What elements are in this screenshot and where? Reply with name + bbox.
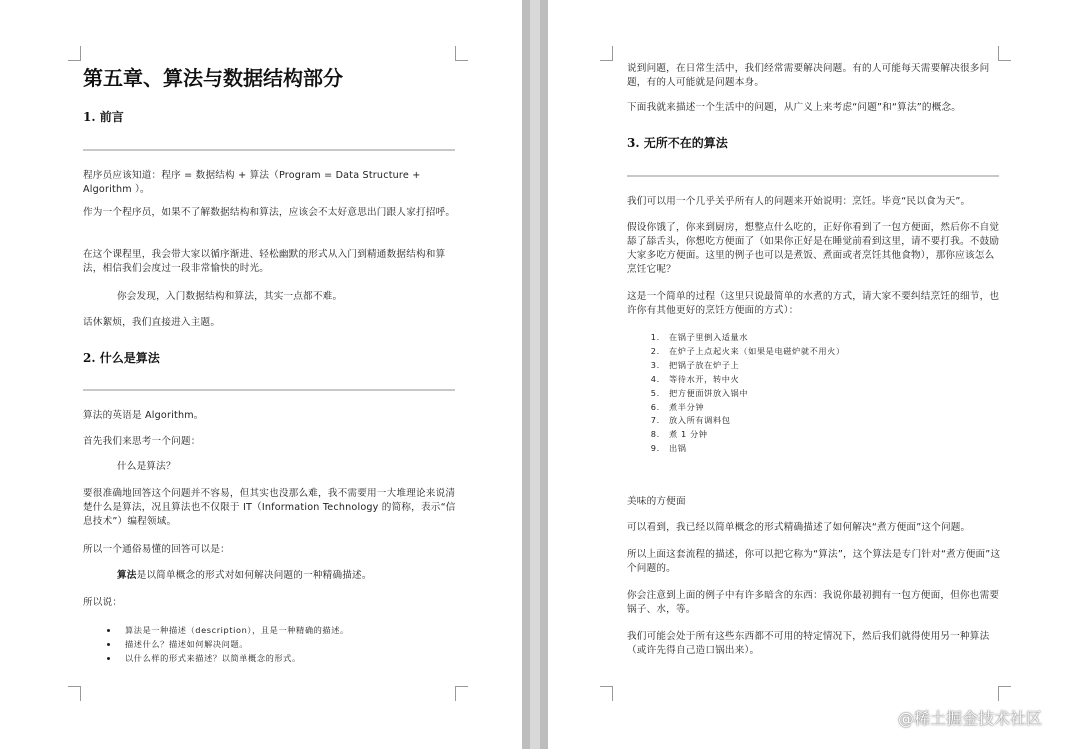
- paragraph: 什么是算法？: [117, 461, 176, 472]
- divider: [83, 149, 455, 151]
- paragraph: 所以说：: [83, 597, 123, 608]
- paragraph: 美味的方便面: [627, 496, 686, 507]
- paragraph: 作为一个程序员，如果不了解数据结构和算法，应该会不太好意思出门跟人家打招呼。: [83, 207, 456, 218]
- paragraph: 这是一个简单的过程（这里只说最简单的水煮的方式，请大家不要纠结烹饪的细节，也许你有其他更好的烹饪方便面的方式）：: [627, 291, 1000, 316]
- paragraph: 程序员应该知道：程序 = 数据结构 + 算法（Program = Data Structure + Algorithm ）。: [83, 170, 421, 195]
- paragraph: 所以一个通俗易懂的回答可以是：: [83, 544, 230, 555]
- paragraph: 你会发现，入门数据结构和算法，其实一点都不难。: [117, 291, 343, 302]
- paragraph: 可以看到，我已经以简单概念的形式精确描述了如何解决“煮方便面”这个问题。: [627, 522, 971, 533]
- crop-mark: [455, 686, 468, 701]
- list-item: • 描述什么？描述如何解决问题。: [119, 637, 349, 651]
- divider: [83, 389, 455, 391]
- crop-mark: [600, 46, 613, 61]
- list-item: • 以什么样的形式来描述？以简单概念的形式。: [119, 651, 349, 665]
- paragraph: 首先我们来思考一个问题：: [83, 436, 201, 447]
- crop-mark: [998, 686, 1011, 701]
- crop-mark: [455, 46, 468, 61]
- paragraph: 假设你饿了，你来到厨房，想整点什么吃的，正好你看到了一包方便面，然后你不自觉舔了舔舌头，你想吃方便面了（如果你正好是在睡觉前看到这里，请不要打我。不鼓励大家多吃方便面。这里的例子也可以是煮饭、煮面或者烹饪其他食物），那你应该怎么烹饪它呢？: [627, 222, 1000, 275]
- page-gap: [522, 0, 530, 749]
- paragraph: 我们可以用一个几乎关乎所有人的问题来开始说明：烹饪。毕竟“民以食为天”。: [627, 196, 971, 207]
- list-item: 4. 等待水开，转中火: [663, 373, 845, 387]
- list-item: 8. 煮 1 分钟: [663, 428, 845, 442]
- paragraph: 话休絮烦，我们直接进入主题。: [83, 317, 221, 328]
- list-item: 3. 把锅子放在炉子上: [663, 359, 845, 373]
- list-item: 1. 在锅子里倒入适量水: [663, 331, 845, 345]
- divider: [627, 175, 999, 177]
- steps-list: [627, 331, 845, 456]
- section-heading: 2. 什么是算法: [83, 351, 160, 365]
- paragraph: 所以上面这套流程的描述，你可以把它称为“算法”，这个算法是专门针对“煮方便面”这个问题的。: [627, 549, 1001, 574]
- list-item: 6. 煮半分钟: [663, 401, 845, 415]
- crop-mark: [68, 46, 81, 61]
- list-item: 5. 把方便面饼放入锅中: [663, 387, 845, 401]
- watermark: @稀土掘金技术社区: [898, 709, 1043, 728]
- document-page-right: [548, 0, 1081, 749]
- paragraph: 下面我就来描述一个生活中的问题，从广义上来考虑“问题”和“算法”的概念。: [627, 102, 962, 113]
- chapter-title: 第五章、算法与数据结构部分: [83, 66, 343, 90]
- crop-mark: [998, 46, 1011, 61]
- bold-term: 算法: [117, 570, 137, 581]
- paragraph: 我们可能会处于所有这些东西都不可用的特定情况下，然后我们就得使用另一种算法（或许先得自己造口锅出来）。: [627, 631, 990, 656]
- paragraph: 要很准确地回答这个问题并不容易，但其实也没那么难，我不需要用一大堆理论来说清楚什么是算法，况且算法也不仅限于 IT（Information Technology 的简称，表示“信息技术”）编程领域。: [83, 488, 456, 527]
- list-item: 9. 出锅: [663, 442, 845, 456]
- section-heading: 1. 前言: [83, 110, 124, 124]
- crop-mark: [600, 686, 613, 701]
- section-heading: 3. 无所不在的算法: [627, 136, 728, 150]
- paragraph: 说到问题，在日常生活中，我们经常需要解决问题。有的人可能每天需要解决很多问题，有的人可能就是问题本身。: [627, 63, 990, 88]
- definition-text: 是以简单概念的形式对如何解决问题的一种精确描述。: [136, 570, 372, 581]
- page-gap: [540, 0, 548, 749]
- list-item: • 算法是一种描述（description），且是一种精确的描述。: [119, 623, 349, 637]
- paragraph: 你会注意到上面的例子中有许多暗含的东西：我说你最初拥有一包方便面，但你也需要锅子、水，等。: [627, 590, 1000, 615]
- bullet-list: [83, 623, 349, 666]
- document-page-left: [0, 0, 522, 749]
- crop-mark: [68, 686, 81, 701]
- definition-paragraph: [83, 569, 492, 583]
- list-item: 2. 在炉子上点起火来（如果是电磁炉就不用火）: [663, 345, 845, 359]
- paragraph: 在这个课程里，我会带大家以循序渐进、轻松幽默的形式从入门到精通数据结构和算法，相信我们会度过一段非常愉快的时光。: [83, 249, 446, 274]
- list-item: 7. 放入所有调料包: [663, 414, 845, 428]
- paragraph: 算法的英语是 Algorithm。: [83, 410, 204, 421]
